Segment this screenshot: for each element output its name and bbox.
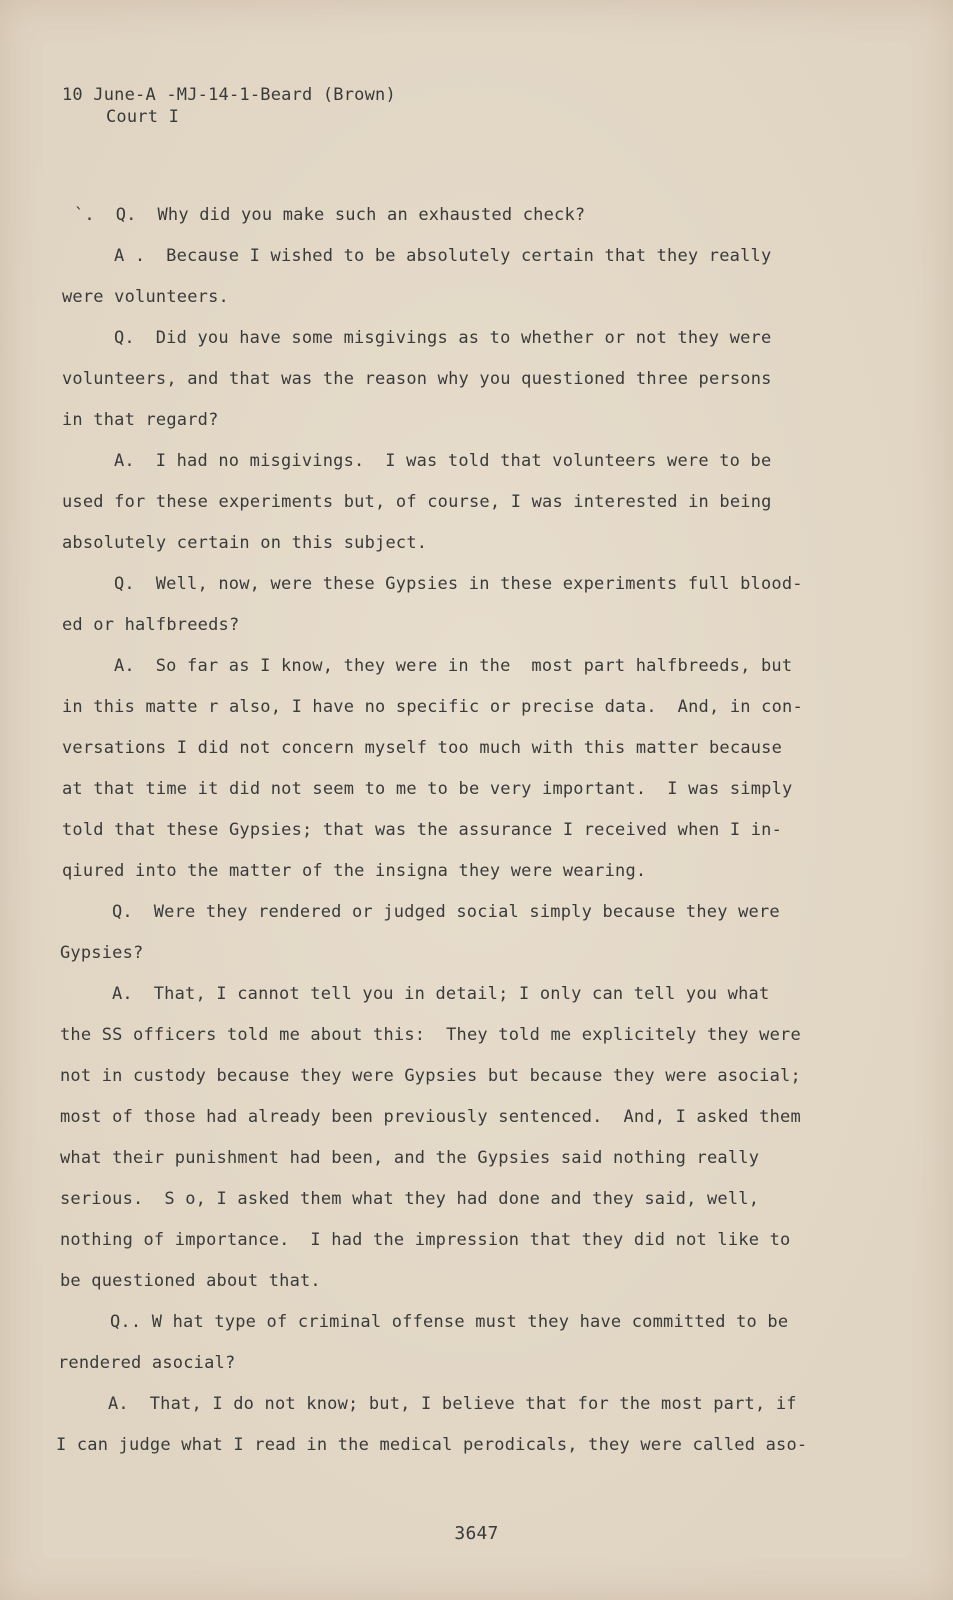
transcript-line: Gypsies? [60,943,144,963]
transcript-line: Q.. W hat type of criminal offense must they have committed to be [110,1312,789,1332]
transcript-line: Q. Well, now, were these Gypsies in these experiments full blood- [114,574,803,594]
transcript-line: qiured into the matter of the insigna they were wearing. [62,861,647,881]
transcript-line: in that regard? [62,410,219,430]
transcript-line: not in custody because they were Gypsies but because they were asocial; [60,1066,801,1086]
transcript-line: most of those had already been previously sentenced. And, I asked them [60,1107,801,1127]
header-session-line: 10 June-A -MJ-14-1-Beard (Brown) [62,85,396,105]
document-header [62,84,396,128]
transcript-line: volunteers, and that was the reason why you questioned three persons [62,369,772,389]
transcript-line: Q. Did you have some misgivings as to whether or not they were [114,328,772,348]
transcript-line: in this matte r also, I have no specific or precise data. And, in con- [62,697,803,717]
transcript-line: absolutely certain on this subject. [62,533,428,553]
transcript-line: what their punishment had been, and the Gypsies said nothing really [60,1148,760,1168]
transcript-line: A. That, I cannot tell you in detail; I only can tell you what [112,984,770,1004]
transcript-line: A . Because I wished to be absolutely certain that they really [114,246,772,266]
transcript-line: at that time it did not seem to me to be very important. I was simply [62,779,793,799]
transcript-line: told that these Gypsies; that was the assurance I received when I in- [62,820,783,840]
transcript-line: rendered asocial? [58,1353,236,1373]
transcript-line: were volunteers. [62,287,229,307]
transcript-line: A. So far as I know, they were in the most part halfbreeds, but [114,656,793,676]
transcript-line: A. That, I do not know; but, I believe that for the most part, if [108,1394,797,1414]
transcript-line: serious. S o, I asked them what they had done and they said, well, [60,1189,760,1209]
transcript-line: versations I did not concern myself too much with this matter because [62,738,783,758]
transcript-line: be questioned about that. [60,1271,321,1291]
transcript-line: `. Q. Why did you make such an exhausted check? [74,205,586,225]
transcript-line: A. I had no misgivings. I was told that volunteers were to be [114,451,772,471]
transcript-line: Q. Were they rendered or judged social simply because they were [112,902,780,922]
transcript-line: used for these experiments but, of course, I was interested in being [62,492,772,512]
transcript-line: nothing of importance. I had the impression that they did not like to [60,1230,791,1250]
header-court-line: Court I [106,107,180,127]
transcript-line: I can judge what I read in the medical perodicals, they were called aso- [56,1435,808,1455]
page-number: 3647 [454,1523,499,1544]
transcript-line: ed or halfbreeds? [62,615,240,635]
transcript-line: the SS officers told me about this: They told me explicitely they were [60,1025,801,1045]
